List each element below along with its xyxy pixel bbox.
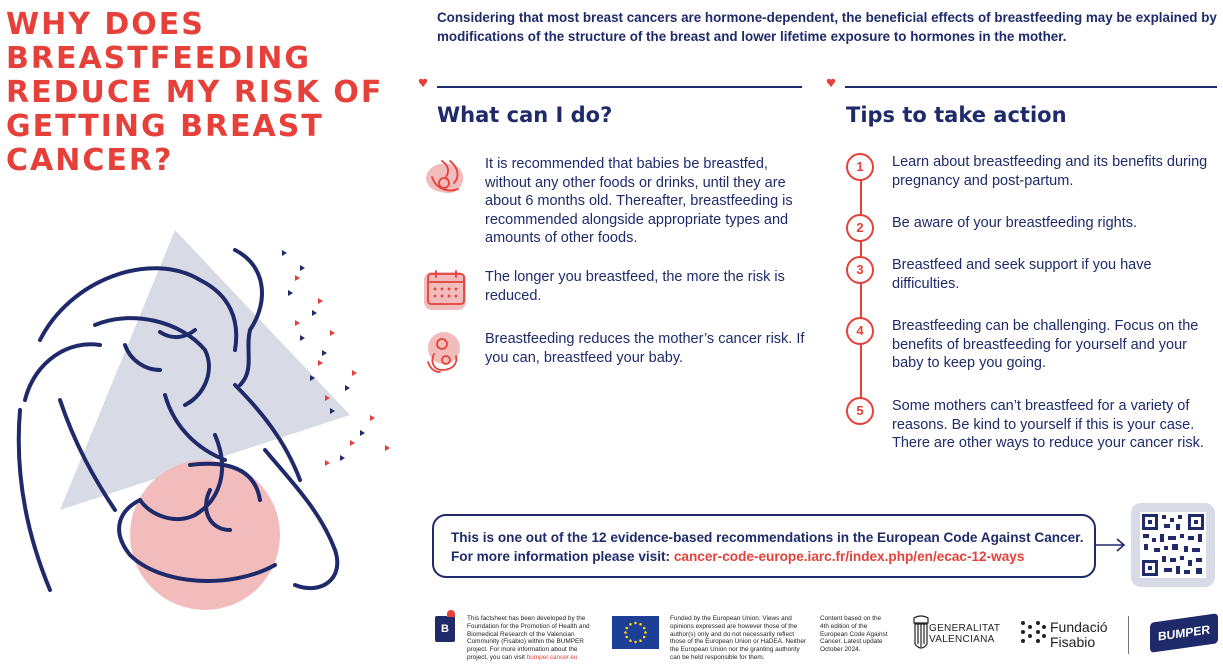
- footer: [432, 612, 1222, 667]
- heart-icon: [826, 78, 836, 88]
- eu-flag-icon: [612, 616, 659, 649]
- tip-text: Be aware of your breastfeeding rights.: [892, 215, 1138, 231]
- tip-text: Breastfeed and seek support if you have difficulties.: [892, 257, 1152, 292]
- step-number: 2: [846, 214, 874, 242]
- qr-code-icon: [1140, 512, 1206, 578]
- step-number: 1: [846, 153, 874, 181]
- tip-text: Breastfeeding can be challenging. Focus on the benefits of breastfeeding for yourself and your baby to keep you going.: [892, 318, 1199, 372]
- recommendation-text: It is recommended that babies be breastfed, without any other foods or drinks, until they are about 6 months old. Thereafter, breastfeeding is recommended alongside appropriate types and amounts of other foods.: [485, 156, 793, 247]
- breastfeeding-illustration: [0, 210, 410, 610]
- fisabio-logo-icon: [1018, 618, 1048, 648]
- fisabio-logo-text: Fundació Fisabio: [1050, 619, 1108, 650]
- bumper-b-logo: B: [435, 616, 455, 642]
- what-can-i-do-heading: What can I do?: [437, 103, 613, 127]
- tip-text: Learn about breastfeeding and its benefits during pregnancy and post-partum.: [892, 154, 1208, 189]
- info-line-2: For more information please visit: cancer-code-europe.iarc.fr/index.php/en/ecac-12-ways: [451, 549, 1025, 564]
- page-title: WHY DOES BREASTFEEDING REDUCE MY RISK OF GETTING BREAST CANCER?: [6, 7, 384, 178]
- tips-heading: Tips to take action: [846, 103, 1067, 127]
- arrow-right-icon: [1096, 537, 1126, 553]
- step-number: 3: [846, 256, 874, 284]
- info-line-1: This is one out of the 12 evidence-based recommendations in the European Code Against Cancer.: [451, 530, 1084, 545]
- step-number: 5: [846, 397, 874, 425]
- mother-baby-icon: [420, 330, 470, 376]
- generalitat-logo-text: GENERALITAT VALENCIANA: [929, 623, 1001, 645]
- edition-note: Content based on the 4th edition of the European Code Against Cancer. Latest update October 2024.: [820, 615, 888, 654]
- bumper-project-link[interactable]: bumper.cancer.eu: [526, 653, 578, 661]
- eu-funding-note: Funded by the European Union. Views and opinions expressed are however those of the author(s) only and do not necessarily reflect those of the European Union or HaDEA. Neither the European Union nor the granting authority can be held responsible for them.: [670, 615, 807, 661]
- heart-icon: [418, 78, 428, 88]
- calendar-icon: [420, 268, 470, 314]
- intro-text: Considering that most breast cancers are hormone-dependent, the beneficial effects of breastfeeding may be explained by modifications of the structure of the breast and lower lifetime exposure to hormones in the mother.: [437, 10, 1217, 44]
- recommendation-text: Breastfeeding reduces the mother’s cancer risk. If you can, breastfeed your baby.: [485, 331, 805, 366]
- recommendation-text: The longer you breastfeed, the more the risk is reduced.: [485, 269, 785, 304]
- qr-code[interactable]: [1131, 503, 1215, 587]
- footer-separator: [1128, 616, 1129, 654]
- section-divider: [845, 86, 1217, 88]
- bumper-logo: BUMPER: [1150, 613, 1218, 653]
- more-info-link[interactable]: cancer-code-europe.iarc.fr/index.php/en/ecac-12-ways: [673, 549, 1025, 564]
- section-divider: [437, 86, 802, 88]
- info-box: [432, 514, 1096, 578]
- step-number: 4: [846, 317, 874, 345]
- tips-timeline: [860, 165, 862, 410]
- fisabio-note: This factsheet has been developed by the Foundation for the Promotion of Health and Biomedical Research of the Valencian Community (Fisabio) within the BUMPER project. For more information about the project, you can visit bumper.cancer.eu: [467, 615, 590, 661]
- baby-feeding-icon: [420, 155, 470, 201]
- tip-text: Some mothers can’t breastfeed for a variety of reasons. Be kind to yourself if this is your case. There are other ways to reduce your cancer risk.: [892, 398, 1204, 452]
